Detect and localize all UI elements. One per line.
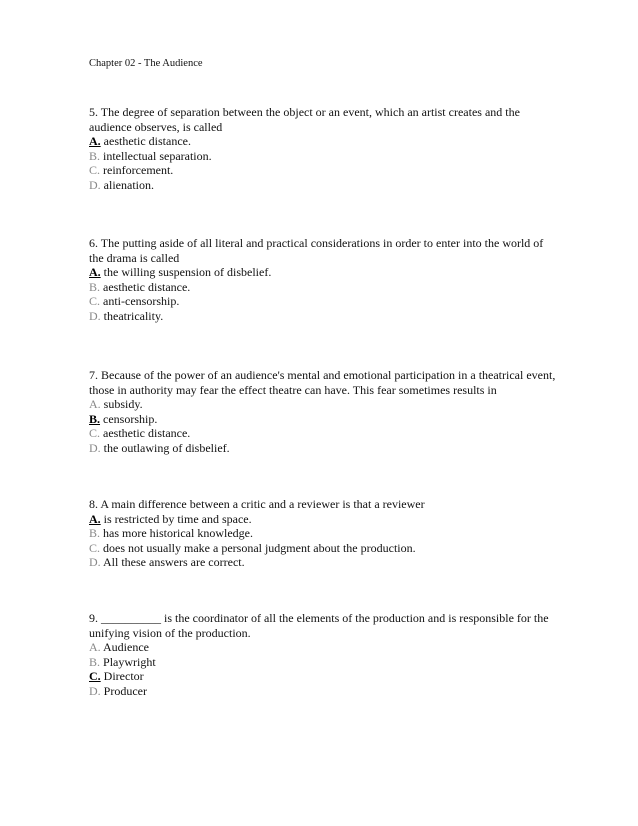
option-text: theatricality. (100, 308, 164, 323)
question-5 (89, 105, 559, 192)
question-8 (89, 497, 559, 570)
option-a (89, 640, 559, 655)
option-letter: B. (89, 148, 101, 163)
option-text: reinforcement. (100, 163, 174, 177)
option-letter: C. (89, 669, 101, 683)
page-header: Chapter 02 - The Audience (89, 58, 203, 69)
option-c (89, 294, 559, 309)
option-letter: D. (89, 308, 101, 323)
option-c (89, 426, 559, 441)
option-d (89, 178, 559, 193)
option-letter: D. (89, 555, 101, 569)
question-stem: 5. The degree of separation between the object or an event, which an artist creates and the audience observes, is called (89, 105, 520, 134)
option-text: subsidy. (100, 397, 143, 411)
question-7 (89, 368, 559, 455)
option-letter: C. (89, 163, 101, 177)
question-stem: 6. The putting aside of all literal and practical considerations in order to enter into the world of the drama is called (89, 236, 544, 265)
option-b (89, 526, 559, 541)
option-letter: A. (89, 640, 101, 654)
option-letter: B. (89, 654, 101, 669)
option-text: aesthetic distance. (100, 134, 191, 148)
option-a (89, 397, 559, 412)
option-letter: B. (89, 526, 101, 540)
question-stem: 9. __________ is the coordinator of all the elements of the production and is responsible for the unifying vision of the production. (89, 611, 549, 640)
option-text: aesthetic distance. (100, 426, 191, 440)
option-d (89, 309, 559, 324)
option-text: Audience (100, 640, 149, 654)
option-text: anti-censorship. (100, 294, 180, 308)
option-text: is restricted by time and space. (100, 511, 252, 526)
option-letter: A. (89, 265, 101, 279)
question-stem: 7. Because of the power of an audience's mental and emotional participation in a theatrical event, those in authority may fear the effect theatre can have. This fear sometimes results in (89, 368, 556, 397)
option-letter: D. (89, 440, 101, 455)
question-stem: 8. A main difference between a critic and a reviewer is that a reviewer (89, 497, 425, 511)
option-d (89, 555, 559, 570)
option-letter: D. (89, 177, 101, 192)
option-letter: A. (89, 511, 101, 526)
option-c (89, 541, 559, 556)
question-9 (89, 611, 559, 698)
option-c (89, 163, 559, 178)
option-text: censorship. (100, 411, 158, 426)
option-text: All these answers are correct. (100, 555, 245, 569)
option-a (89, 265, 559, 280)
option-b (89, 655, 559, 670)
option-text: has more historical knowledge. (100, 526, 253, 540)
option-b (89, 149, 559, 164)
option-letter: A. (89, 134, 101, 148)
option-a (89, 134, 559, 149)
option-d (89, 441, 559, 456)
option-letter: D. (89, 683, 101, 698)
option-letter: B. (89, 279, 101, 294)
option-a (89, 512, 559, 527)
option-c (89, 669, 559, 684)
option-letter: C. (89, 540, 101, 555)
question-6 (89, 236, 559, 323)
option-letter: B. (89, 411, 101, 426)
option-letter: C. (89, 426, 101, 440)
option-text: aesthetic distance. (100, 279, 191, 294)
option-b (89, 412, 559, 427)
option-d (89, 684, 559, 699)
option-text: Director (100, 669, 144, 683)
option-text: the outlawing of disbelief. (100, 440, 230, 455)
option-text: intellectual separation. (100, 148, 212, 163)
option-text: the willing suspension of disbelief. (100, 265, 272, 279)
option-letter: C. (89, 294, 101, 308)
option-text: does not usually make a personal judgment about the production. (100, 540, 416, 555)
option-b (89, 280, 559, 295)
option-text: Playwright (100, 654, 156, 669)
option-text: alienation. (100, 177, 154, 192)
option-text: Producer (100, 683, 147, 698)
option-letter: A. (89, 397, 101, 411)
